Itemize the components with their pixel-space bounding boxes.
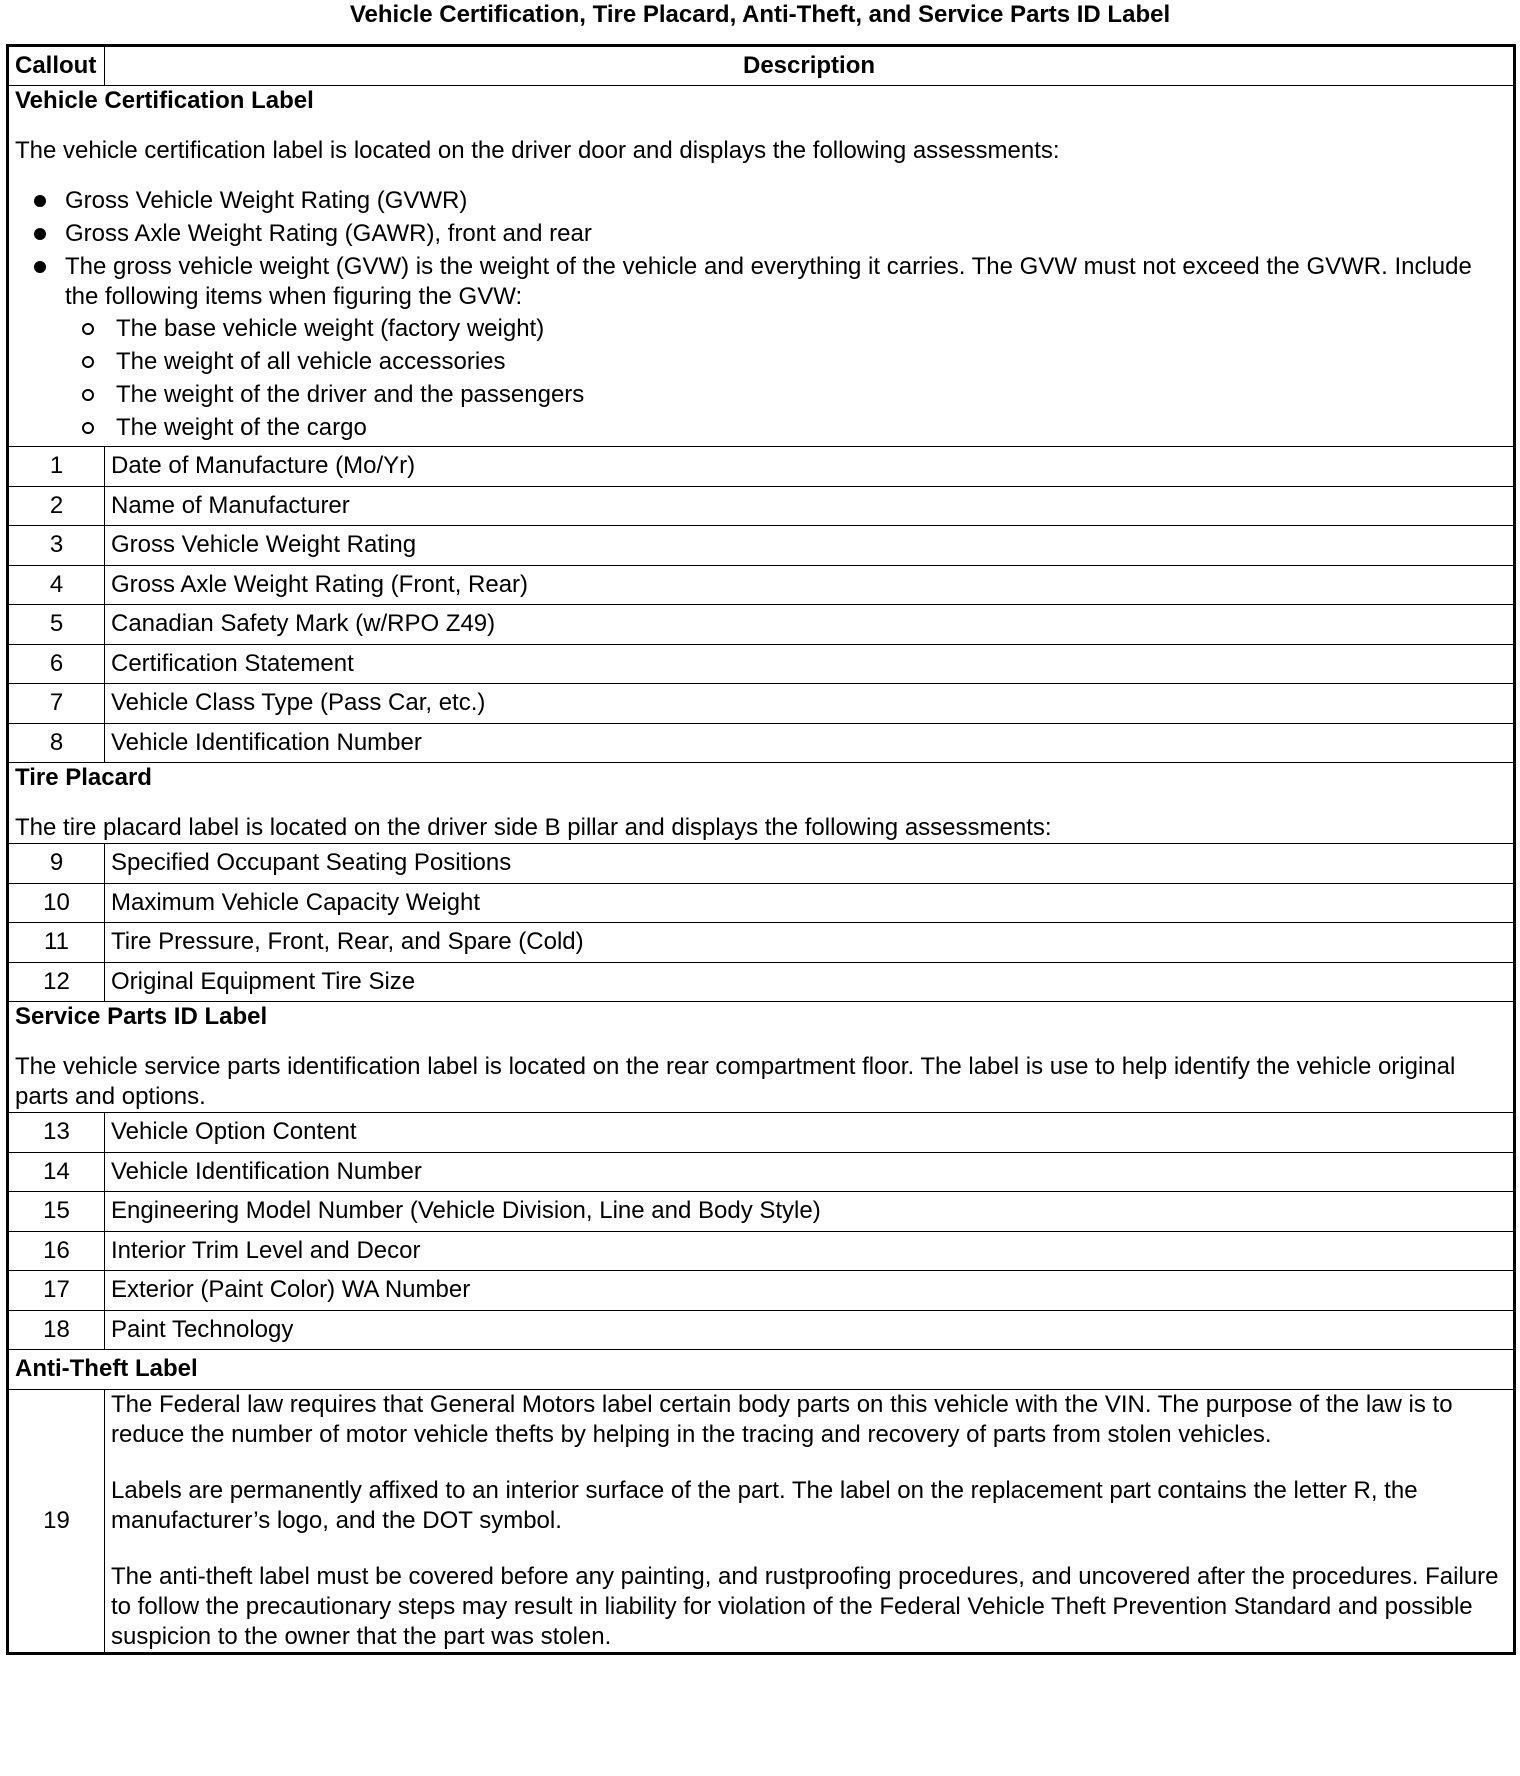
callout-number: 12 <box>8 962 105 1002</box>
callout-description: Name of Manufacturer <box>105 486 1515 526</box>
callout-description: Vehicle Identification Number <box>105 723 1515 763</box>
table-row <box>8 644 1515 684</box>
section-cell <box>8 1350 1515 1390</box>
callout-table <box>6 44 1516 1655</box>
table-row <box>8 1271 1515 1311</box>
section-cell <box>8 86 1515 447</box>
callout-description: Vehicle Option Content <box>105 1113 1515 1153</box>
callout-description: Gross Vehicle Weight Rating <box>105 526 1515 566</box>
table-row <box>8 605 1515 645</box>
callout-number: 3 <box>8 526 105 566</box>
table-row <box>8 565 1515 605</box>
section-title: Tire Placard <box>15 764 152 791</box>
table-row <box>8 1113 1515 1153</box>
callout-number: 1 <box>8 447 105 487</box>
table-row <box>8 1231 1515 1271</box>
section-anti-theft <box>8 1350 1515 1390</box>
callout-number: 11 <box>8 923 105 963</box>
table-row <box>8 447 1515 487</box>
bullet-item: Gross Vehicle Weight Rating (GVWR) <box>15 186 1507 216</box>
callout-description: Engineering Model Number (Vehicle Division, Line and Body Style) <box>105 1192 1515 1232</box>
callout-description <box>105 1389 1515 1653</box>
callout-number: 18 <box>8 1310 105 1350</box>
callout-description: Canadian Safety Mark (w/RPO Z49) <box>105 605 1515 645</box>
callout-description: Certification Statement <box>105 644 1515 684</box>
table-row <box>8 844 1515 884</box>
callout-description: Specified Occupant Seating Positions <box>105 844 1515 884</box>
sub-bullet-item: The weight of the driver and the passengers <box>65 380 1507 410</box>
callout-number: 10 <box>8 883 105 923</box>
callout-description: Vehicle Identification Number <box>105 1152 1515 1192</box>
sub-bullet-list <box>65 314 1507 443</box>
document-title: Vehicle Certification, Tire Placard, Anti-Theft, and Service Parts ID Label <box>349 1 1171 28</box>
section-title: Vehicle Certification Label <box>15 87 314 114</box>
callout-number: 5 <box>8 605 105 645</box>
callout-description: Interior Trim Level and Decor <box>105 1231 1515 1271</box>
callout-column-header: Callout <box>8 46 105 86</box>
table-row <box>8 526 1515 566</box>
table-row <box>8 1310 1515 1350</box>
section-tire-placard <box>8 763 1515 844</box>
callout-number: 17 <box>8 1271 105 1311</box>
callout-number: 8 <box>8 723 105 763</box>
callout-description: Maximum Vehicle Capacity Weight <box>105 883 1515 923</box>
bullet-item-gvw <box>15 252 1507 443</box>
callout-description: Paint Technology <box>105 1310 1515 1350</box>
description-column-header: Description <box>105 46 1515 86</box>
section-service-parts <box>8 1002 1515 1113</box>
bullet-list <box>15 186 1507 443</box>
table-row <box>8 923 1515 963</box>
anti-theft-paragraph: The Federal law requires that General Motors label certain body parts on this vehicle with the VIN. The purpose of the law is to reduce the number of motor vehicle thefts by helping in the tracing and recovery of parts from stolen vehicles. <box>111 1390 1453 1448</box>
callout-number: 16 <box>8 1231 105 1271</box>
table-row <box>8 723 1515 763</box>
bullet-text: The gross vehicle weight (GVW) is the weight of the vehicle and everything it carries. The GVW must not exceed the GVWR. Include the following items when figuring the GVW: <box>65 253 1472 310</box>
section-intro: The vehicle certification label is located on the driver door and displays the following assessments: <box>15 137 1060 164</box>
section-cell <box>8 763 1515 844</box>
table-row <box>8 1152 1515 1192</box>
callout-number: 6 <box>8 644 105 684</box>
sub-bullet-item: The weight of all vehicle accessories <box>65 347 1507 377</box>
callout-description: Vehicle Class Type (Pass Car, etc.) <box>105 684 1515 724</box>
callout-number: 4 <box>8 565 105 605</box>
table-row <box>8 1192 1515 1232</box>
section-vehicle-certification <box>8 86 1515 447</box>
section-cell <box>8 1002 1515 1113</box>
table-row <box>8 883 1515 923</box>
callout-description: Date of Manufacture (Mo/Yr) <box>105 447 1515 487</box>
section-intro: The vehicle service parts identification label is located on the rear compartment floor. The label is use to help identify the vehicle original parts and options. <box>15 1053 1456 1110</box>
table-row <box>8 684 1515 724</box>
callout-number: 13 <box>8 1113 105 1153</box>
callout-number: 7 <box>8 684 105 724</box>
callout-description: Tire Pressure, Front, Rear, and Spare (Cold) <box>105 923 1515 963</box>
callout-number: 9 <box>8 844 105 884</box>
sub-bullet-item: The base vehicle weight (factory weight) <box>65 314 1507 344</box>
callout-description: Original Equipment Tire Size <box>105 962 1515 1002</box>
sub-bullet-item: The weight of the cargo <box>65 413 1507 443</box>
section-title: Service Parts ID Label <box>15 1003 268 1030</box>
callout-number: 14 <box>8 1152 105 1192</box>
section-title: Anti-Theft Label <box>15 1355 198 1383</box>
callout-number: 2 <box>8 486 105 526</box>
callout-number: 15 <box>8 1192 105 1232</box>
table-header-row <box>8 46 1515 86</box>
callout-description: Gross Axle Weight Rating (Front, Rear) <box>105 565 1515 605</box>
anti-theft-paragraph: Labels are permanently affixed to an interior surface of the part. The label on the replacement part contains the letter R, the manufacturer’s logo, and the DOT symbol. <box>111 1476 1418 1534</box>
table-row <box>8 962 1515 1002</box>
callout-description: Exterior (Paint Color) WA Number <box>105 1271 1515 1311</box>
bullet-item: Gross Axle Weight Rating (GAWR), front and rear <box>15 219 1507 249</box>
anti-theft-paragraph: The anti-theft label must be covered before any painting, and rustproofing procedures, and uncovered after the procedures. Failure to follow the precautionary steps may result in liability for violation of the Federal Vehicle Theft Prevention Standard and possible suspicion to the owner that the part was stolen. <box>111 1562 1499 1650</box>
section-intro: The tire placard label is located on the driver side B pillar and displays the following assessments: <box>15 814 1052 841</box>
table-row <box>8 1389 1515 1653</box>
table-row <box>8 486 1515 526</box>
callout-number: 19 <box>8 1389 105 1653</box>
